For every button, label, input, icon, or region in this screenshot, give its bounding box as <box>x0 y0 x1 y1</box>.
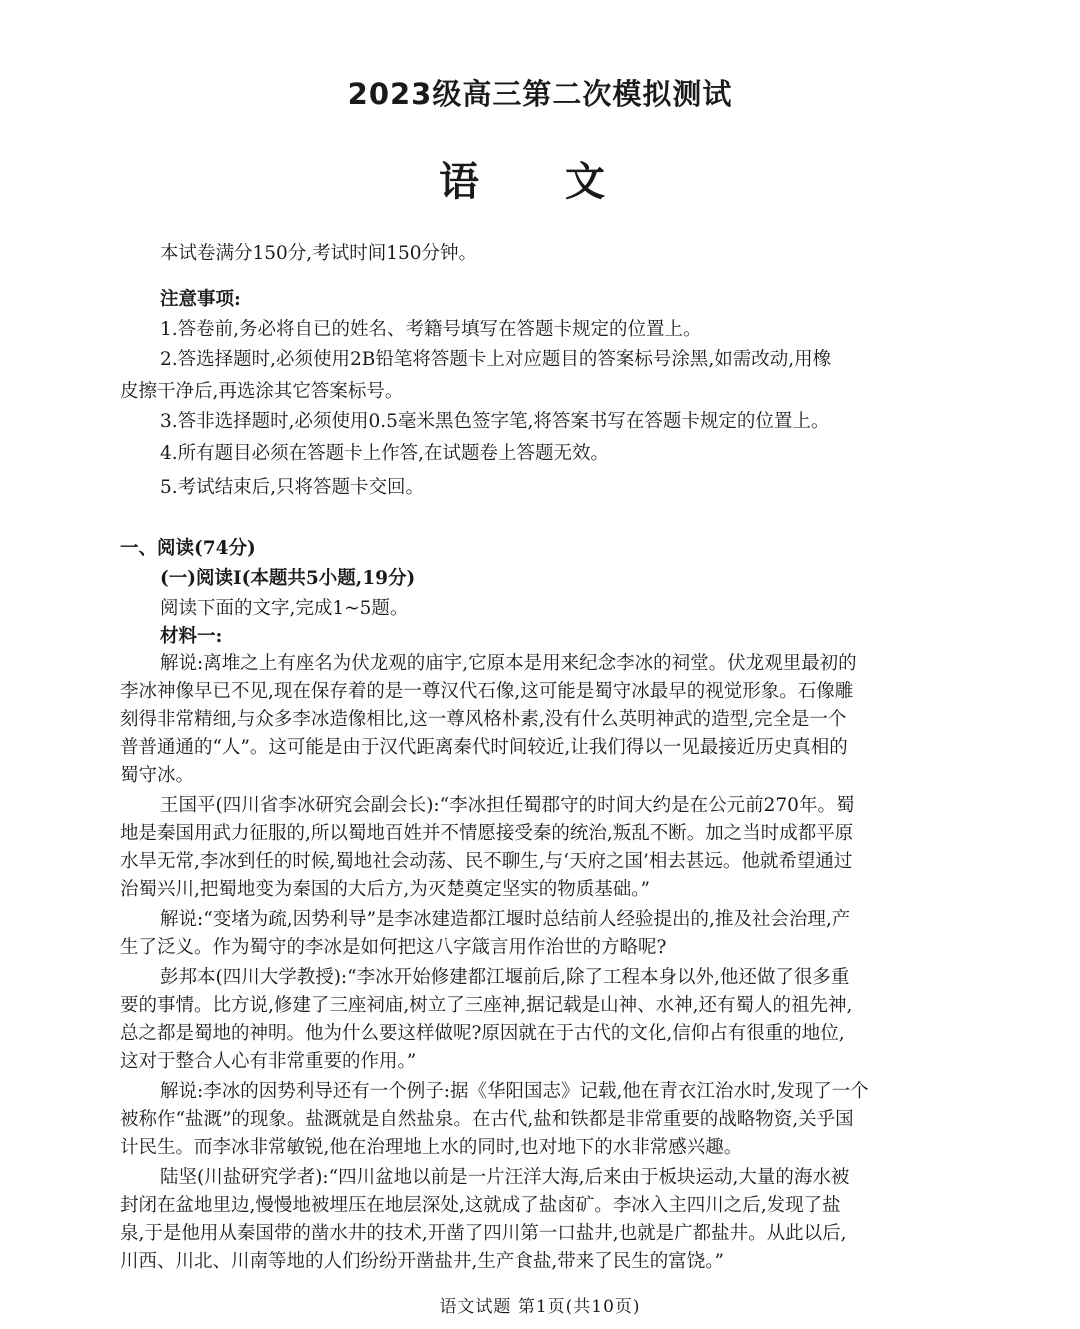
passage-line: 蜀守冰。 <box>120 765 195 786</box>
material-label: 材料一: <box>160 626 223 647</box>
passage-line: 被称作“盐溉”的现象。盐溉就是自然盐泉。在古代,盐和铁都是非常重要的战略物资,关乎国 <box>120 1109 854 1130</box>
passage-line: 解说:离堆之上有座名为伏龙观的庙宇,它原本是用来纪念李冰的祠堂。伏龙观里最初的 <box>160 653 857 674</box>
passage-line: 计民生。而李冰非常敏锐,他在治理地上水的同时,也对地下的水非常感兴趣。 <box>120 1137 743 1158</box>
passage-line: 封闭在盆地里边,慢慢地被埋压在地层深处,这就成了盐卤矿。李冰入主四川之后,发现了盐 <box>120 1195 841 1216</box>
passage-line: 普普通通的“人”。这可能是由于汉代距离秦代时间较近,让我们得以一见最接近历史真相的 <box>120 737 848 758</box>
passage-line: 彭邦本(四川大学教授):“李冰开始修建都江堰前后,除了工程本身以外,他还做了很多重 <box>160 967 850 988</box>
passage-line: 水旱无常,李冰到任的时候,蜀地社会动荡、民不聊生,与‘天府之国’相去甚远。他就希望通过 <box>120 851 853 872</box>
passage-line: 解说:“变堵为疏,因势利导”是李冰建造都江堰时总结前人经验提出的,推及社会治理,产 <box>160 909 851 930</box>
passage-line: 王国平(四川省李冰研究会副会长):“李冰担任蜀郡守的时间大约是在公元前270年。蜀 <box>160 795 855 816</box>
notice-item: 1.答卷前,务必将自已的姓名、考籍号填写在答题卡规定的位置上。 <box>160 319 702 340</box>
passage-line: 陆坚(川盐研究学者):“四川盆地以前是一片汪洋大海,后来由于板块运动,大量的海水被 <box>160 1167 850 1188</box>
passage-line: 川西、川北、川南等地的人们纷纷开凿盐井,生产食盐,带来了民生的富饶。” <box>120 1251 724 1272</box>
notice-item: 皮擦干净后,再选涂其它答案标号。 <box>120 381 404 402</box>
notice-item: 4.所有题目必须在答题卡上作答,在试题卷上答题无效。 <box>160 443 610 464</box>
passage-line: 这对于整合人心有非常重要的作用。” <box>120 1051 417 1072</box>
notice-heading: 注意事项: <box>160 289 241 310</box>
passage-line: 解说:李冰的因势利导还有一个例子:据《华阳国志》记载,他在青衣江治水时,发现了一个 <box>160 1081 869 1102</box>
subject-title: 语 文 <box>439 159 641 205</box>
section-subtitle: (一)阅读Ⅰ(本题共5小题,19分) <box>160 568 416 589</box>
passage-line: 生了泛义。作为蜀守的李冰是如何把这八字箴言用作治世的方略呢? <box>120 937 667 958</box>
section-instruction: 阅读下面的文字,完成1~5题。 <box>160 598 409 619</box>
notice-item: 2.答选择题时,必须使用2B铅笔将答题卡上对应题目的答案标号涂黑,如需改动,用橡 <box>160 349 832 370</box>
notice-item: 3.答非选择题时,必须使用0.5毫米黑色签字笔,将答案书写在答题卡规定的位置上。 <box>160 411 830 432</box>
section-title: 一、阅读(74分) <box>120 538 256 559</box>
passage-line: 刻得非常精细,与众多李冰造像相比,这一尊风格朴素,没有什么英明神武的造型,完全是一个 <box>120 709 847 730</box>
page-footer: 语文试题 第1页(共10页) <box>439 1297 641 1317</box>
intro-text: 本试卷满分150分,考试时间150分钟。 <box>160 243 478 264</box>
passage-line: 李冰神像早已不见,现在保存着的是一尊汉代石像,这可能是蜀守冰最早的视觉形象。石像雕 <box>120 681 854 702</box>
passage-line: 泉,于是他用从秦国带的凿水井的技术,开凿了四川第一口盐井,也就是广都盐井。从此以后, <box>120 1223 847 1244</box>
exam-title: 2023级高三第二次模拟测试 <box>347 77 733 111</box>
passage-line: 地是秦国用武力征服的,所以蜀地百姓并不情愿接受秦的统治,叛乱不断。加之当时成都平原 <box>120 823 854 844</box>
passage-line: 治蜀兴川,把蜀地变为秦国的大后方,为灭楚奠定坚实的物质基础。” <box>120 879 650 900</box>
passage-line: 要的事情。比方说,修建了三座祠庙,树立了三座神,据记载是山神、水神,还有蜀人的祖先神, <box>120 995 853 1016</box>
notice-item: 5.考试结束后,只将答题卡交回。 <box>160 477 425 498</box>
passage-line: 总之都是蜀地的神明。他为什么要这样做呢?原因就在于古代的文化,信仰占有很重的地位, <box>120 1023 845 1044</box>
